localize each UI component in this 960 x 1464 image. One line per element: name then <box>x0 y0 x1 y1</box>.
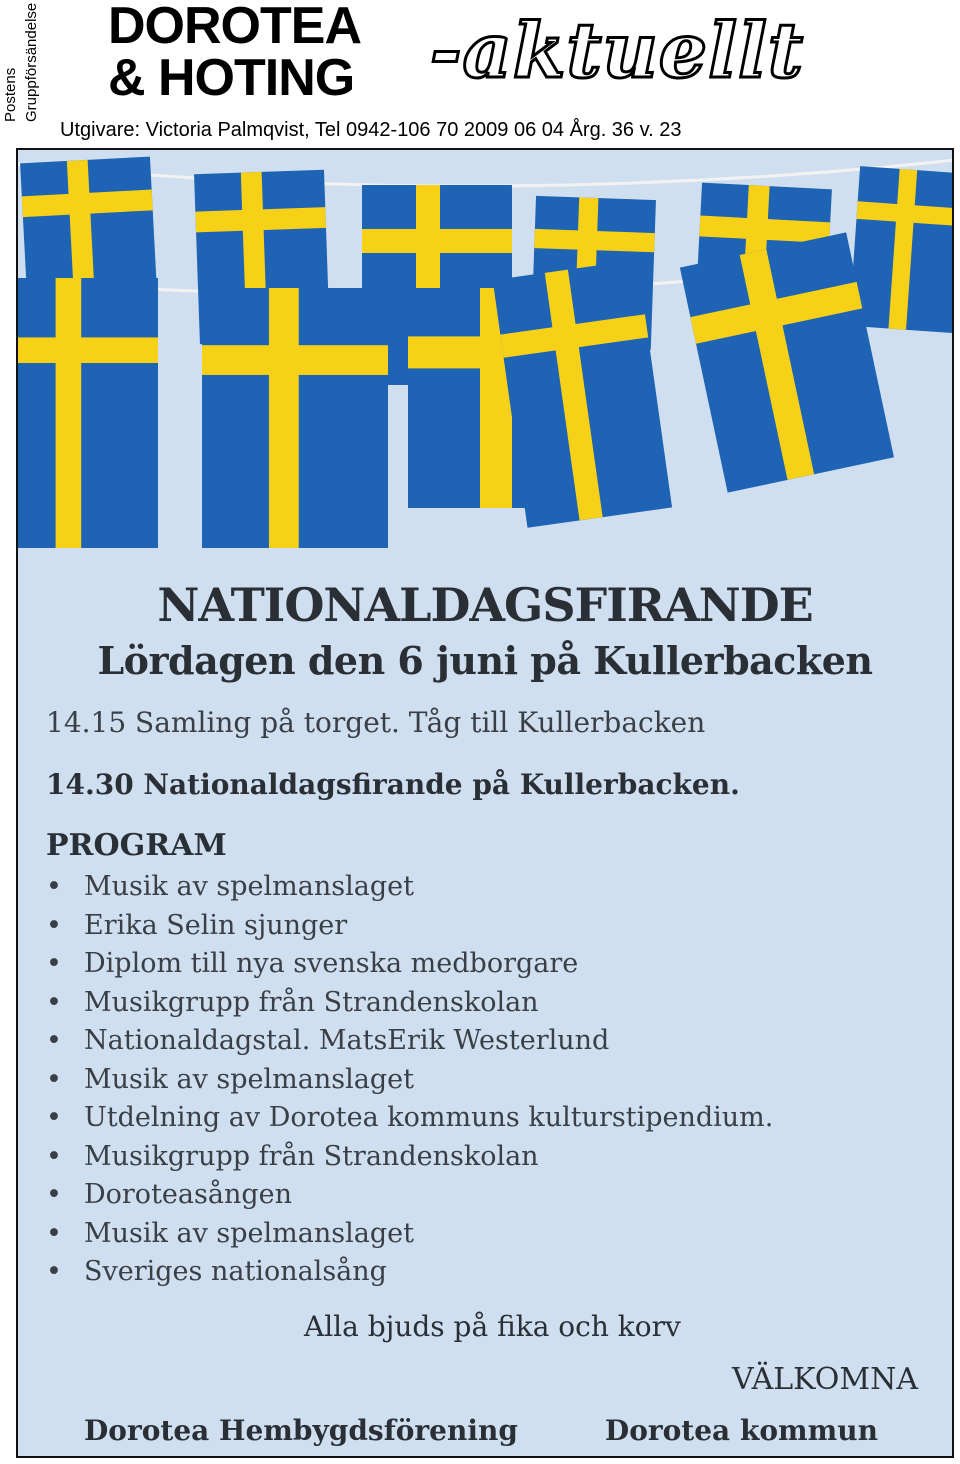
schedule-celebration: 14.30 Nationaldagsfirande på Kullerbacken. <box>46 768 740 801</box>
postens-label: Postens <box>2 67 19 122</box>
program-item <box>46 1176 773 1215</box>
masthead-line-dorotea: DOROTEA <box>108 0 361 55</box>
program-item <box>46 868 773 907</box>
flag-bunting <box>18 150 954 570</box>
event-subtitle: Lördagen den 6 juni på Kullerbacken <box>97 638 873 683</box>
bullet-marker: • <box>46 986 62 1018</box>
program-item-text: Musik av spelmanslaget <box>84 1063 414 1095</box>
swedish-flag-icon <box>18 278 158 548</box>
program-item <box>46 1138 773 1177</box>
program-item <box>46 945 773 984</box>
program-item-text: Musik av spelmanslaget <box>84 1217 414 1249</box>
program-item <box>46 1061 773 1100</box>
program-item-text: Musik av spelmanslaget <box>84 871 414 902</box>
program-item <box>46 1215 773 1254</box>
schedule-gathering: 14.15 Samling på torget. Tåg till Kullerbacken <box>46 706 706 739</box>
bunting-string-back <box>18 160 954 186</box>
bullet-marker: • <box>46 1179 62 1210</box>
program-item-text: Erika Selin sjunger <box>84 909 348 941</box>
program-item-text: Doroteasången <box>84 1179 292 1210</box>
bullet-marker: • <box>46 1256 62 1287</box>
swedish-flag-icon <box>202 288 388 548</box>
welcome-text: VÄLKOMNA <box>731 1362 918 1397</box>
swedish-flag-icon <box>849 166 954 333</box>
masthead-line-hoting: & HOTING <box>108 49 355 107</box>
program-item <box>46 984 773 1023</box>
program-item-text: Diplom till nya svenska medborgare <box>84 948 579 979</box>
bullet-marker: • <box>46 1102 62 1133</box>
fika-note: Alla bjuds på fika och korv <box>304 1310 681 1343</box>
bullet-marker: • <box>46 871 62 902</box>
program-item <box>46 1253 773 1292</box>
poster <box>16 148 954 1458</box>
organizer-kommun: Dorotea kommun <box>604 1414 878 1447</box>
program-item-text: Nationaldagstal. MatsErik Westerlund <box>84 1025 610 1056</box>
program-item <box>46 1022 773 1061</box>
bullet-marker: • <box>46 1025 62 1056</box>
masthead-tagline: -aktuellt <box>430 6 805 95</box>
program-item-text: Musikgrupp från Strandenskolan <box>84 986 539 1018</box>
bullet-marker: • <box>46 948 62 979</box>
program-item-text: Utdelning av Dorotea kommuns kulturstipendium. <box>84 1102 774 1133</box>
program-item <box>46 907 773 946</box>
event-title: NATIONALDAGSFIRANDE <box>157 578 813 632</box>
bullet-marker: • <box>46 909 62 941</box>
gruppforsandelse-label: Gruppförsändelse <box>23 2 40 122</box>
program-item-text: Sveriges nationalsång <box>84 1256 387 1287</box>
bullet-marker: • <box>46 1140 62 1172</box>
program-item <box>46 1099 773 1138</box>
organizer-hembygdsforening: Dorotea Hembygdsförening <box>84 1414 518 1447</box>
bullet-marker: • <box>46 1217 62 1249</box>
publisher-info: Utgivare: Victoria Palmqvist, Tel 0942-106 70 2009 06 04 Årg. 36 v. 23 <box>60 119 682 141</box>
bullet-marker: • <box>46 1063 62 1095</box>
program-item-text: Musikgrupp från Strandenskolan <box>84 1140 539 1172</box>
program-list <box>46 868 773 1292</box>
masthead-title <box>108 0 361 107</box>
program-heading: PROGRAM <box>46 828 227 863</box>
